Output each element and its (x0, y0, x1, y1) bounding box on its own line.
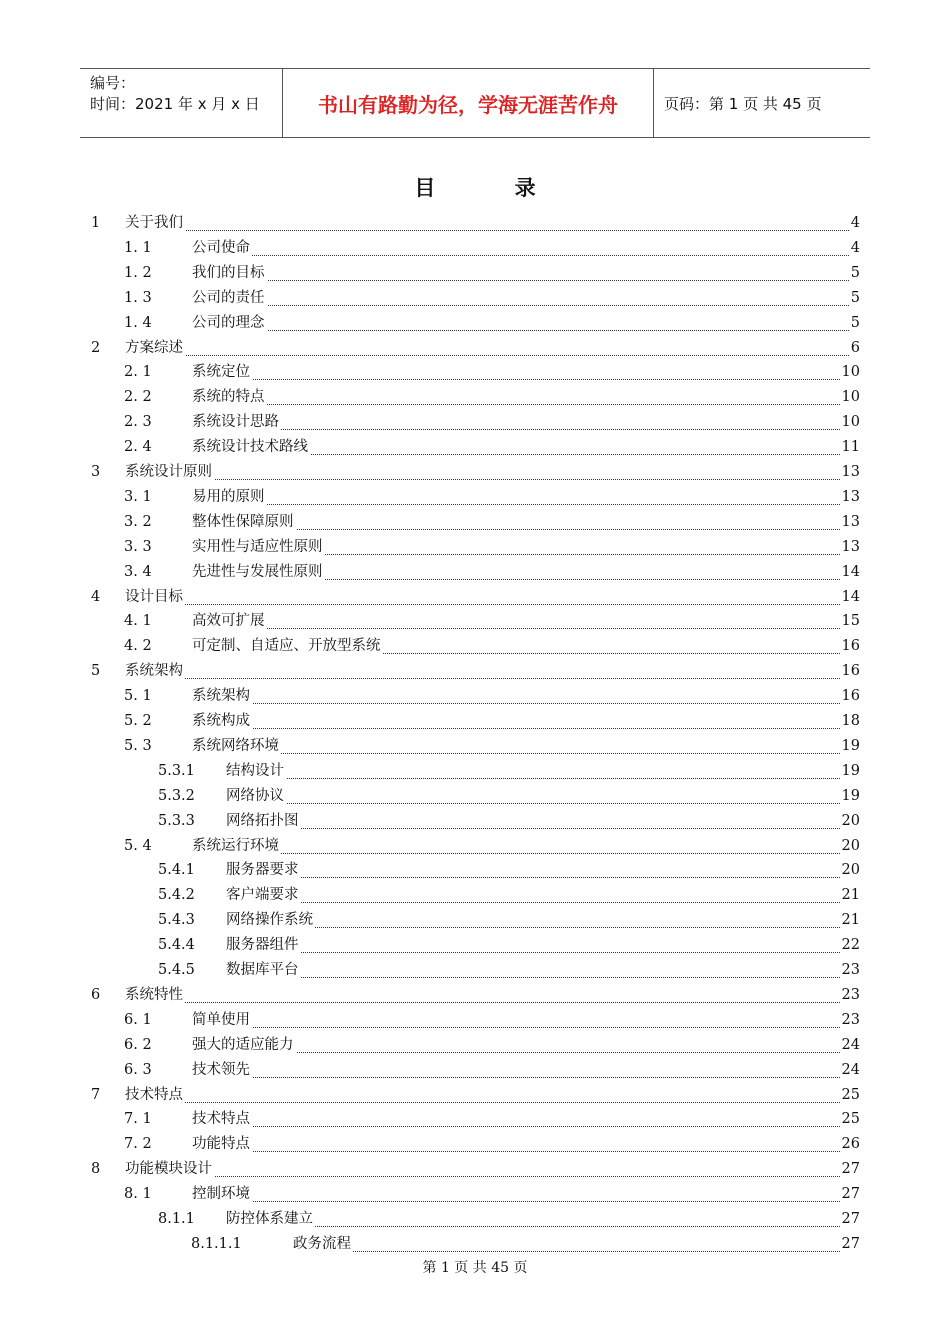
toc-entry-number: 6. 1 (124, 1011, 152, 1028)
toc-entry-page: 16 (841, 638, 860, 655)
toc-entry-number: 1. 1 (124, 239, 152, 256)
toc-entry-number: 8. 1 (124, 1186, 152, 1203)
toc-entry-page: 23 (841, 962, 860, 978)
toc-entry-number: 5.4.5 (158, 962, 195, 978)
toc-entry-page: 14 (841, 588, 860, 605)
toc-entry-title: 系统设计原则 (125, 460, 214, 484)
toc-entry-title: 系统运行环境 (192, 834, 281, 858)
toc-entry-page: 21 (841, 912, 860, 929)
toc-leader-dots (226, 879, 840, 903)
toc-entry-page: 25 (841, 1111, 860, 1128)
toc-entry-number: 3. 1 (124, 488, 152, 505)
toc-entry-page: 20 (841, 812, 860, 829)
toc-entry-number: 5.3.1 (158, 762, 195, 779)
toc-entry-page: 11 (841, 439, 860, 456)
toc-leader-dots (226, 929, 840, 953)
toc-entry-title: 系统设计思路 (192, 410, 281, 434)
toc-entry-title: 政务流程 (293, 1232, 353, 1256)
toc-entry-title: 技术领先 (192, 1058, 252, 1082)
toc-leader-dots (125, 1153, 840, 1177)
toc-entry-number: 4 (91, 588, 101, 605)
toc-entry-number: 5 (91, 663, 101, 680)
toc-entry-title: 防控体系建立 (226, 1207, 315, 1231)
toc-entry-title: 服务器要求 (226, 858, 301, 882)
toc-leader-dots (192, 705, 840, 729)
toc-entry-title: 简单使用 (192, 1008, 252, 1032)
page-header (80, 68, 870, 138)
date-label: 时间：2021 年 x 月 x 日 (90, 95, 260, 113)
toc-entry-page: 27 (841, 1235, 860, 1252)
toc-entry-number: 5. 3 (124, 737, 152, 754)
header-meta (80, 69, 282, 137)
toc-entry-number: 5.4.2 (158, 887, 195, 904)
toc-entry-page: 23 (841, 1011, 860, 1028)
toc-leader-dots (192, 1103, 840, 1127)
toc-leader-dots (226, 780, 840, 804)
page-footer: 第 1 页 共 45 页 (422, 1260, 528, 1276)
toc-entry-page: 24 (841, 1061, 860, 1078)
toc-entry-title: 实用性与适应性原则 (192, 535, 325, 559)
toc-entry-page: 13 (841, 538, 860, 555)
toc-entry-title: 系统架构 (125, 659, 185, 683)
toc-leader-dots (125, 979, 840, 1003)
toc-entry-page: 18 (841, 713, 860, 729)
toc-entry-page: 27 (841, 1211, 860, 1227)
toc-entry-page: 5 (850, 289, 860, 306)
toc-leader-dots (192, 307, 849, 331)
toc-entry-page: 5 (850, 264, 860, 281)
toc-entry-number: 4. 2 (124, 638, 152, 655)
toc-entry-title: 网络协议 (226, 784, 286, 808)
toc-entry-page: 10 (841, 364, 860, 381)
toc-leader-dots (192, 830, 840, 854)
toc-entry-page: 10 (841, 389, 860, 406)
toc-entry-page: 13 (841, 464, 860, 480)
toc-leader-dots (192, 1054, 840, 1078)
toc-entry-title: 系统设计技术路线 (192, 435, 310, 459)
toc-entry-page: 4 (850, 215, 860, 231)
toc-entry-page: 26 (841, 1136, 860, 1153)
toc-leader-dots (226, 755, 840, 779)
toc-entry-page: 16 (841, 663, 860, 680)
toc-leader-dots (192, 680, 840, 704)
toc-leader-dots (192, 381, 840, 405)
toc-entry-title: 可定制、自适应、开放型系统 (192, 634, 383, 658)
toc-entry-page: 20 (841, 837, 860, 854)
toc-leader-dots (125, 1079, 840, 1103)
toc-entry-title: 功能特点 (192, 1132, 252, 1156)
toc-entry-title: 系统特性 (125, 983, 185, 1007)
toc-leader-dots (192, 1128, 840, 1152)
toc-entry-page: 15 (841, 613, 860, 630)
toc-entry-number: 1 (91, 215, 101, 231)
toc-entry-number: 5.3.2 (158, 787, 195, 804)
toc-entry-page: 22 (841, 937, 860, 954)
toc-entry-number: 2 (91, 339, 101, 356)
toc-entry-number: 5.4.1 (158, 862, 195, 879)
toc-entry-number: 7 (91, 1086, 101, 1103)
toc-entry-number: 3. 3 (124, 538, 152, 555)
toc-entry-number: 5. 4 (124, 837, 152, 854)
toc-entry-title: 功能模块设计 (125, 1157, 214, 1181)
toc-entry-title: 网络拓扑图 (226, 809, 301, 833)
toc-entry-title: 设计目标 (125, 585, 185, 609)
toc-entry-title: 系统定位 (192, 360, 252, 384)
toc-entry-page: 6 (850, 339, 860, 356)
toc-entry-title: 关于我们 (125, 211, 185, 235)
toc-leader-dots (192, 356, 840, 380)
toc-entry-number: 3. 2 (124, 513, 152, 530)
toc-entry-number: 5.3.3 (158, 812, 195, 829)
header-motto: 书山有路勤为径，学海无涯苦作舟 (282, 69, 654, 137)
toc-entry-title: 整体性保障原则 (192, 510, 296, 534)
toc-entry-page: 21 (841, 887, 860, 904)
toc-entry-page: 14 (841, 563, 860, 580)
toc-leader-dots (226, 805, 840, 829)
toc-entry-title: 方案综述 (125, 336, 185, 360)
toc-title: 目 录 (414, 176, 572, 200)
toc-entry-page: 13 (841, 488, 860, 505)
toc-leader-dots (192, 406, 840, 430)
toc-entry-title: 系统网络环境 (192, 734, 281, 758)
toc-entry-number: 3 (91, 464, 101, 480)
toc-entry-page: 19 (841, 762, 860, 779)
toc-leader-dots (226, 1203, 840, 1227)
toc-entry-number: 2. 1 (124, 364, 152, 381)
toc-leader-dots (192, 232, 849, 256)
toc-entry-page: 13 (841, 513, 860, 530)
toc-entry-page: 27 (841, 1161, 860, 1178)
toc-entry-title: 服务器组件 (226, 933, 301, 957)
toc-entry-title: 数据库平台 (226, 958, 301, 982)
toc-entry-number: 2. 4 (124, 439, 152, 456)
toc-leader-dots (125, 581, 840, 605)
toc-entry-title: 公司的责任 (192, 286, 267, 310)
toc-leader-dots (125, 207, 849, 231)
toc-entry-number: 8.1.1.1 (191, 1235, 242, 1252)
toc-entry-number: 1. 3 (124, 289, 152, 306)
toc-entry-page: 4 (850, 239, 860, 256)
toc-leader-dots (226, 904, 840, 928)
serial-label: 编号： (90, 74, 136, 92)
toc-entry-title: 高效可扩展 (192, 609, 267, 633)
toc-entry-title: 系统架构 (192, 684, 252, 708)
toc-leader-dots (226, 954, 840, 978)
toc-entry-page: 16 (841, 688, 860, 705)
toc-entry-number: 5. 1 (124, 688, 152, 705)
toc-entry-page: 23 (841, 986, 860, 1003)
toc-entry-number: 4. 1 (124, 613, 152, 630)
toc-entry[interactable] (0, 1232, 950, 1256)
toc-entry-page: 25 (841, 1086, 860, 1103)
toc-leader-dots (125, 456, 840, 480)
toc-entry-title: 易用的原则 (192, 485, 267, 509)
toc-entry-number: 1. 2 (124, 264, 152, 281)
toc-entry-number: 6 (91, 986, 101, 1003)
toc-entry-title: 技术特点 (192, 1107, 252, 1131)
toc-entry-title: 系统的特点 (192, 385, 267, 409)
toc-entry-number: 6. 2 (124, 1036, 152, 1053)
toc-leader-dots (192, 257, 849, 281)
toc-entry-page: 10 (841, 414, 860, 431)
toc-entry-page: 27 (841, 1186, 860, 1203)
toc-leader-dots (293, 1228, 840, 1252)
toc-entry-page: 5 (850, 314, 860, 331)
toc-entry-page: 19 (841, 787, 860, 804)
toc-entry-title: 我们的目标 (192, 261, 267, 285)
toc-entry-page: 24 (841, 1036, 860, 1053)
toc-leader-dots (192, 481, 840, 505)
toc-entry-number: 2. 2 (124, 389, 152, 406)
toc-entry-title: 系统构成 (192, 709, 252, 733)
toc-leader-dots (192, 282, 849, 306)
toc-entry-page: 20 (841, 862, 860, 879)
toc-entry-title: 技术特点 (125, 1083, 185, 1107)
toc-entry-number: 5. 2 (124, 713, 152, 729)
toc-leader-dots (192, 1004, 840, 1028)
toc-entry-number: 8.1.1 (158, 1211, 195, 1227)
toc-leader-dots (192, 1178, 840, 1202)
toc-entry-number: 5.4.3 (158, 912, 195, 929)
toc-entry-title: 先进性与发展性原则 (192, 560, 325, 584)
toc-entry-number: 5.4.4 (158, 937, 195, 954)
toc-entry-number: 3. 4 (124, 563, 152, 580)
toc-entry-title: 控制环境 (192, 1182, 252, 1206)
toc-entry-title: 公司使命 (192, 236, 252, 260)
toc-entry-number: 6. 3 (124, 1061, 152, 1078)
toc-entry-title: 客户端要求 (226, 883, 301, 907)
header-page-info: 页码：第 1 页 共 45 页 (664, 94, 822, 113)
toc-leader-dots (192, 605, 840, 629)
toc-entry-number: 1. 4 (124, 314, 152, 331)
toc-entry-number: 7. 2 (124, 1136, 152, 1153)
toc-entry-number: 2. 3 (124, 414, 152, 431)
toc-leader-dots (192, 730, 840, 754)
toc-entry-title: 强大的适应能力 (192, 1033, 296, 1057)
toc-entry-number: 7. 1 (124, 1111, 152, 1128)
toc-leader-dots (125, 655, 840, 679)
toc-entry-title: 结构设计 (226, 759, 286, 783)
toc-entry-number: 8 (91, 1161, 101, 1178)
toc-leader-dots (226, 854, 840, 878)
toc-leader-dots (125, 332, 849, 356)
toc-entry-title: 公司的理念 (192, 311, 267, 335)
toc-entry-page: 19 (841, 737, 860, 754)
toc-entry-title: 网络操作系统 (226, 908, 315, 932)
